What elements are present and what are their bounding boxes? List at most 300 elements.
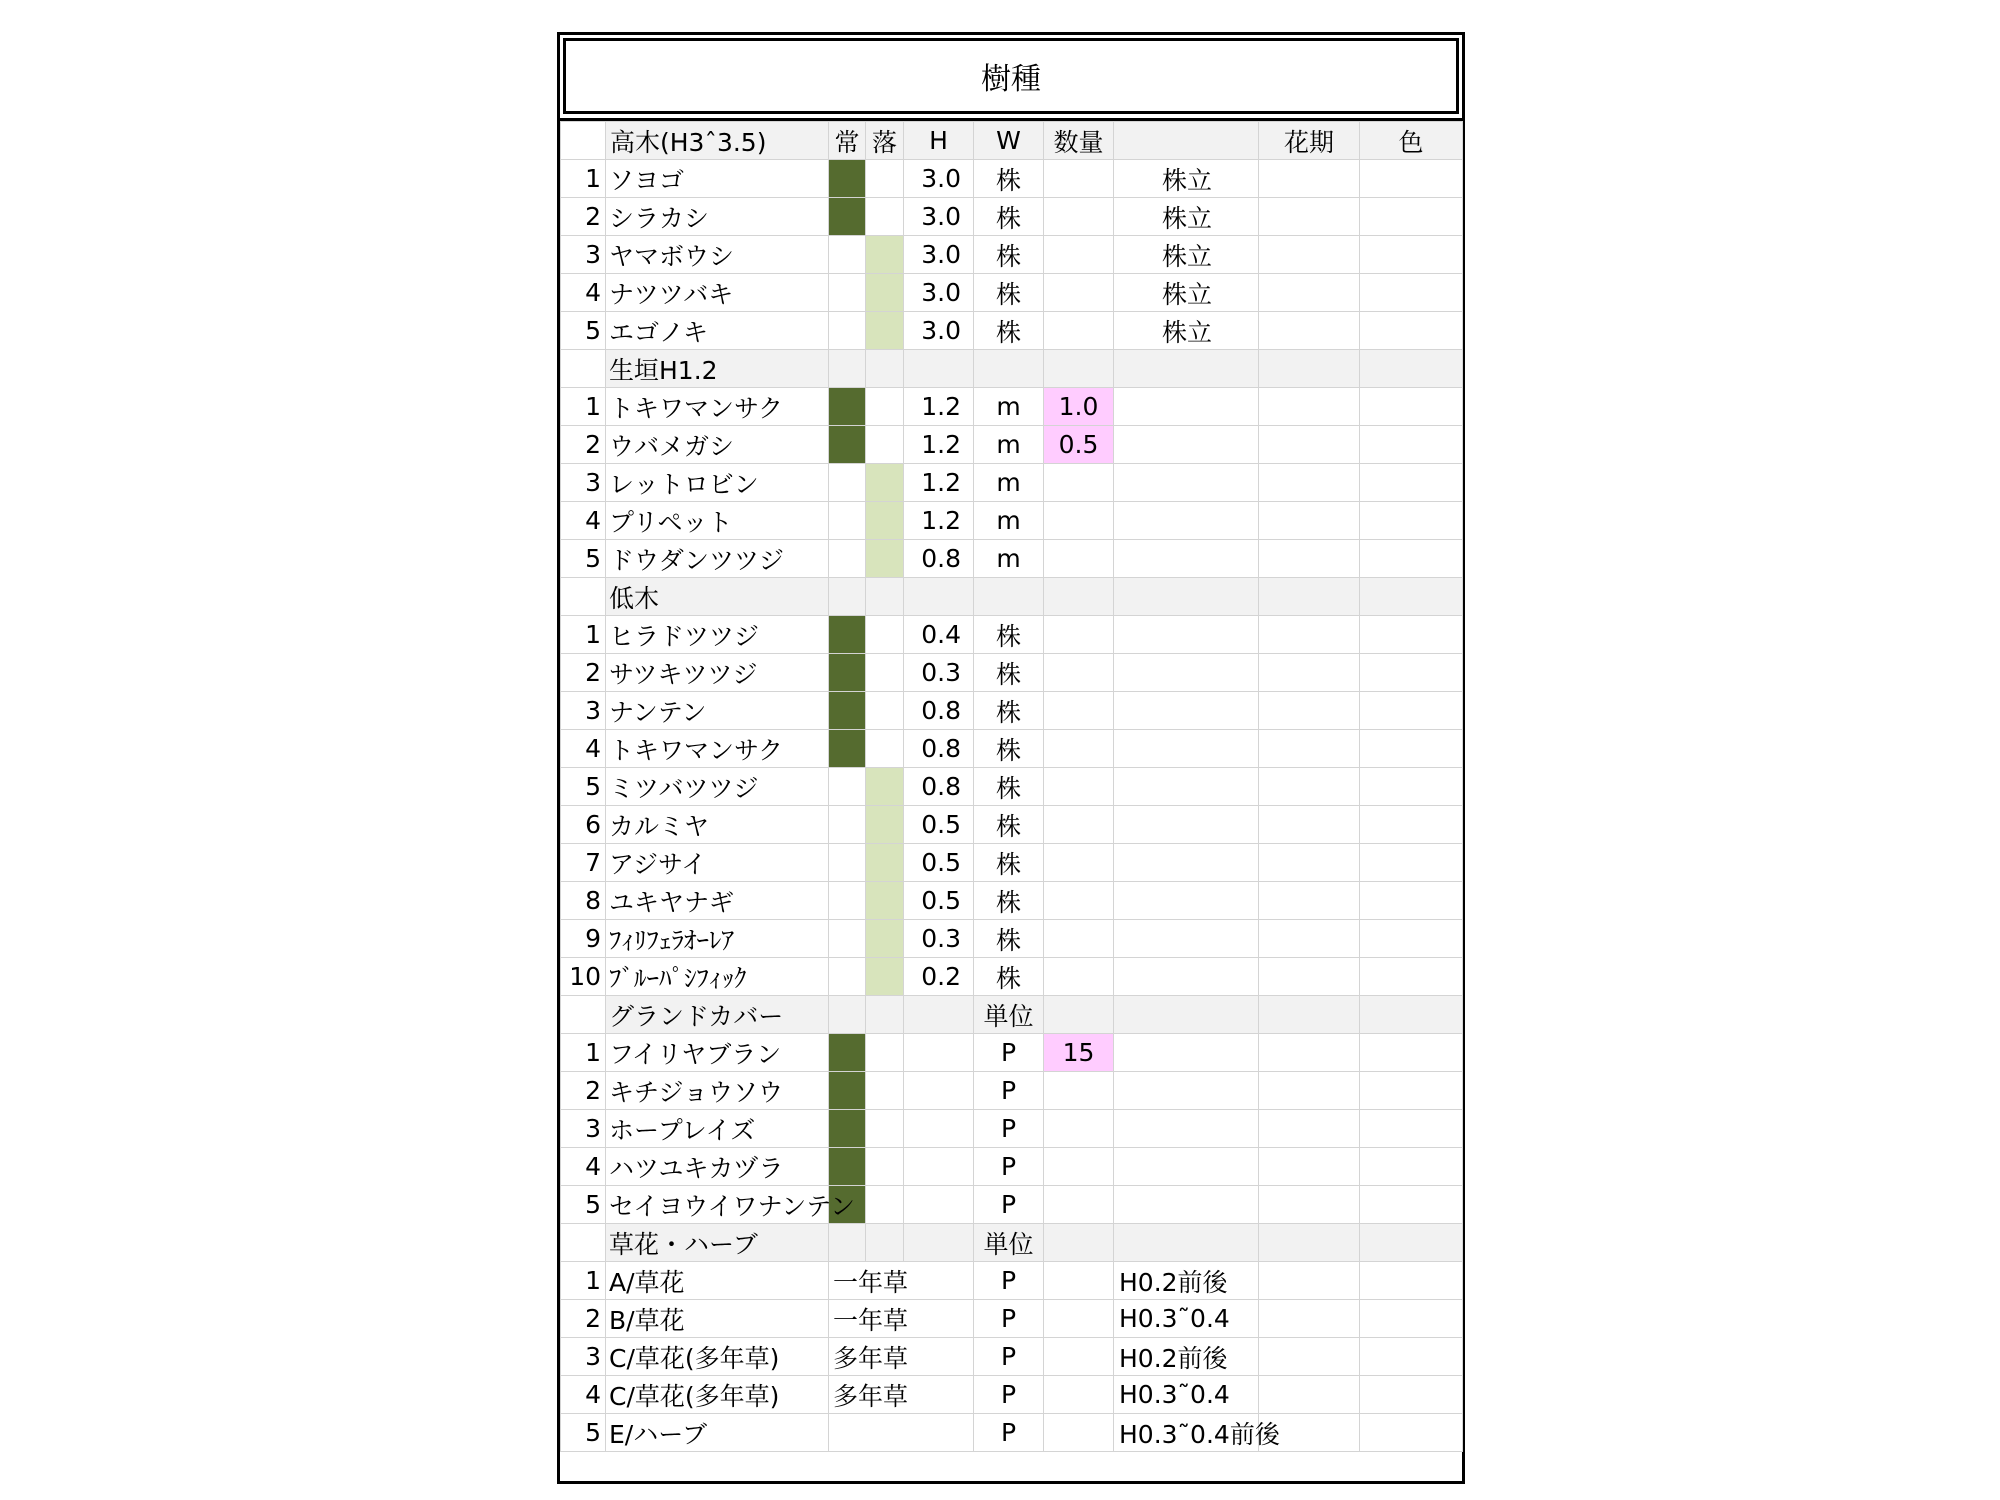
note-value[interactable] <box>1114 882 1259 920</box>
color-value[interactable] <box>1360 768 1463 806</box>
width-unit[interactable]: P <box>974 1148 1044 1186</box>
quantity-value[interactable] <box>1044 730 1114 768</box>
quantity-value[interactable] <box>1044 692 1114 730</box>
bloom-value[interactable] <box>1259 958 1360 996</box>
height-value[interactable]: 0.3 <box>904 920 974 958</box>
evergreen-mark[interactable] <box>829 806 866 844</box>
width-unit[interactable]: 株 <box>974 844 1044 882</box>
section-bloom-cell <box>1259 578 1360 616</box>
width-unit[interactable]: m <box>974 540 1044 578</box>
row-number: 1 <box>561 616 606 654</box>
table-row <box>561 1072 1463 1110</box>
bloom-value[interactable] <box>1259 692 1360 730</box>
color-value[interactable] <box>1360 616 1463 654</box>
color-value[interactable] <box>1360 198 1463 236</box>
plant-name[interactable] <box>606 654 829 692</box>
plant-name[interactable] <box>606 160 829 198</box>
header-deciduous: 落 <box>866 122 904 160</box>
deciduous-mark[interactable] <box>866 1186 904 1224</box>
color-value[interactable] <box>1360 654 1463 692</box>
height-value[interactable]: 0.2 <box>904 958 974 996</box>
note-value[interactable] <box>1114 540 1259 578</box>
height-value[interactable]: 3.0 <box>904 198 974 236</box>
height-value[interactable]: 0.8 <box>904 768 974 806</box>
plant-name[interactable] <box>606 768 829 806</box>
color-value[interactable] <box>1360 882 1463 920</box>
color-value[interactable] <box>1360 1376 1463 1414</box>
note-value[interactable]: H0.2前後 <box>1114 1338 1259 1376</box>
quantity-value[interactable] <box>1044 1262 1114 1300</box>
bloom-value[interactable] <box>1259 1338 1360 1376</box>
quantity-value[interactable] <box>1044 1376 1114 1414</box>
plant-name[interactable] <box>606 388 829 426</box>
deciduous-mark[interactable] <box>866 654 904 692</box>
deciduous-mark[interactable] <box>866 426 904 464</box>
deciduous-mark[interactable] <box>866 616 904 654</box>
section-name: 低木 <box>606 578 829 616</box>
plant-name[interactable] <box>606 274 829 312</box>
width-unit[interactable]: 株 <box>974 920 1044 958</box>
evergreen-mark[interactable] <box>829 426 866 464</box>
quantity-value[interactable] <box>1044 464 1114 502</box>
section-color-cell <box>1360 578 1463 616</box>
quantity-value[interactable] <box>1044 540 1114 578</box>
plant-type[interactable]: 一年草 <box>829 1262 974 1300</box>
color-value[interactable] <box>1360 1300 1463 1338</box>
color-value[interactable] <box>1360 388 1463 426</box>
color-value[interactable] <box>1360 1110 1463 1148</box>
evergreen-mark[interactable] <box>829 768 866 806</box>
section-header-row <box>561 350 1463 388</box>
section-header-row <box>561 1224 1463 1262</box>
bloom-value[interactable] <box>1259 388 1360 426</box>
deciduous-mark[interactable] <box>866 502 904 540</box>
bloom-value[interactable] <box>1259 274 1360 312</box>
width-unit[interactable]: P <box>974 1034 1044 1072</box>
quantity-value[interactable] <box>1044 1186 1114 1224</box>
deciduous-mark[interactable] <box>866 464 904 502</box>
width-unit[interactable]: m <box>974 388 1044 426</box>
height-value[interactable]: 1.2 <box>904 388 974 426</box>
deciduous-mark[interactable] <box>866 160 904 198</box>
quantity-value[interactable] <box>1044 1338 1114 1376</box>
color-value[interactable] <box>1360 426 1463 464</box>
plant-name[interactable] <box>606 312 829 350</box>
plant-name[interactable] <box>606 920 829 958</box>
note-value[interactable] <box>1114 1148 1259 1186</box>
row-number: 1 <box>561 160 606 198</box>
bloom-value[interactable] <box>1259 806 1360 844</box>
bloom-value[interactable] <box>1259 654 1360 692</box>
evergreen-mark[interactable] <box>829 1148 866 1186</box>
bloom-value[interactable] <box>1259 1034 1360 1072</box>
quantity-value[interactable]: 0.5 <box>1044 426 1114 464</box>
quantity-value[interactable] <box>1044 654 1114 692</box>
bloom-value[interactable] <box>1259 768 1360 806</box>
note-value[interactable] <box>1114 426 1259 464</box>
note-value[interactable]: H0.3˜0.4 <box>1114 1376 1259 1414</box>
color-value[interactable] <box>1360 464 1463 502</box>
width-unit[interactable]: 株 <box>974 958 1044 996</box>
width-unit[interactable]: 株 <box>974 882 1044 920</box>
quantity-value[interactable] <box>1044 502 1114 540</box>
height-value[interactable] <box>904 1034 974 1072</box>
plant-name[interactable] <box>606 540 829 578</box>
plant-name[interactable] <box>606 1376 829 1414</box>
height-value[interactable] <box>904 1072 974 1110</box>
header-evergreen: 常 <box>829 122 866 160</box>
deciduous-mark[interactable] <box>866 958 904 996</box>
plant-name[interactable] <box>606 806 829 844</box>
plant-name[interactable] <box>606 1034 829 1072</box>
quantity-value[interactable] <box>1044 806 1114 844</box>
evergreen-mark[interactable] <box>829 958 866 996</box>
height-value[interactable] <box>904 1148 974 1186</box>
plant-name[interactable] <box>606 882 829 920</box>
width-unit[interactable]: 株 <box>974 236 1044 274</box>
evergreen-mark[interactable] <box>829 1072 866 1110</box>
bloom-value[interactable] <box>1259 1186 1360 1224</box>
height-value[interactable]: 0.4 <box>904 616 974 654</box>
table-row <box>561 1110 1463 1148</box>
bloom-value[interactable] <box>1259 236 1360 274</box>
plant-type[interactable]: 多年草 <box>829 1376 974 1414</box>
plant-name[interactable] <box>606 1262 829 1300</box>
plant-name-text: B/草花 <box>609 1305 685 1335</box>
deciduous-mark[interactable] <box>866 806 904 844</box>
bloom-value[interactable] <box>1259 198 1360 236</box>
color-value[interactable] <box>1360 1338 1463 1376</box>
deciduous-mark[interactable] <box>866 920 904 958</box>
table-row <box>561 1262 1463 1300</box>
height-value[interactable]: 3.0 <box>904 160 974 198</box>
plant-name[interactable] <box>606 198 829 236</box>
color-value[interactable] <box>1360 1262 1463 1300</box>
bloom-value[interactable] <box>1259 730 1360 768</box>
width-unit[interactable]: P <box>974 1338 1044 1376</box>
plant-name[interactable] <box>606 1338 829 1376</box>
color-value[interactable] <box>1360 236 1463 274</box>
width-unit[interactable]: P <box>974 1414 1044 1452</box>
bloom-value[interactable] <box>1259 426 1360 464</box>
height-value[interactable]: 0.5 <box>904 806 974 844</box>
plant-name-text: トキワマンサク <box>609 393 784 423</box>
bloom-value[interactable] <box>1259 1148 1360 1186</box>
plant-name[interactable] <box>606 616 829 654</box>
width-unit[interactable]: P <box>974 1072 1044 1110</box>
section-no-cell <box>561 1224 606 1262</box>
note-value[interactable]: 株立 <box>1114 274 1259 312</box>
plant-name[interactable] <box>606 1186 856 1224</box>
evergreen-mark[interactable] <box>829 730 866 768</box>
note-value[interactable] <box>1114 730 1259 768</box>
quantity-value[interactable] <box>1044 274 1114 312</box>
note-value[interactable]: 株立 <box>1114 236 1259 274</box>
bloom-value[interactable] <box>1259 312 1360 350</box>
note-value[interactable] <box>1114 654 1259 692</box>
plant-name[interactable] <box>606 730 829 768</box>
height-value[interactable]: 3.0 <box>904 236 974 274</box>
note-value[interactable]: 株立 <box>1114 198 1259 236</box>
width-unit[interactable]: P <box>974 1262 1044 1300</box>
note-value[interactable] <box>1114 1072 1259 1110</box>
plant-name-text: ミツバツツジ <box>609 773 759 803</box>
plant-type[interactable]: 一年草 <box>829 1300 974 1338</box>
quantity-value[interactable] <box>1044 1414 1114 1452</box>
section-header-row <box>561 996 1463 1034</box>
bloom-value[interactable] <box>1259 1376 1360 1414</box>
evergreen-mark[interactable] <box>829 464 866 502</box>
plant-name[interactable] <box>606 426 829 464</box>
deciduous-mark[interactable] <box>866 1034 904 1072</box>
color-value[interactable] <box>1360 1034 1463 1072</box>
height-value[interactable]: 3.0 <box>904 312 974 350</box>
height-value[interactable]: 0.8 <box>904 692 974 730</box>
plant-name-text: ナツツバキ <box>609 279 734 309</box>
evergreen-mark[interactable] <box>829 388 866 426</box>
color-value[interactable] <box>1360 1072 1463 1110</box>
bloom-value[interactable] <box>1259 616 1360 654</box>
evergreen-mark[interactable] <box>829 274 866 312</box>
row-number: 2 <box>561 1300 606 1338</box>
note-value[interactable] <box>1114 958 1259 996</box>
width-unit[interactable]: P <box>974 1186 1044 1224</box>
quantity-value[interactable] <box>1044 768 1114 806</box>
evergreen-mark[interactable] <box>829 692 866 730</box>
evergreen-mark[interactable] <box>829 312 866 350</box>
plant-name[interactable] <box>606 236 829 274</box>
section-unit <box>974 350 1044 388</box>
deciduous-mark[interactable] <box>866 768 904 806</box>
width-unit[interactable]: 株 <box>974 806 1044 844</box>
header-row <box>561 122 1463 160</box>
width-unit[interactable]: 株 <box>974 160 1044 198</box>
note-value[interactable] <box>1114 768 1259 806</box>
quantity-value[interactable] <box>1044 1148 1114 1186</box>
color-value[interactable] <box>1360 920 1463 958</box>
plant-name[interactable] <box>606 1300 829 1338</box>
color-value[interactable] <box>1360 502 1463 540</box>
width-unit[interactable]: 株 <box>974 692 1044 730</box>
note-value[interactable]: H0.3˜0.4前後 <box>1114 1414 1259 1452</box>
evergreen-mark[interactable] <box>829 654 866 692</box>
quantity-value[interactable] <box>1044 1110 1114 1148</box>
deciduous-mark[interactable] <box>866 1110 904 1148</box>
deciduous-mark[interactable] <box>866 236 904 274</box>
section-unit <box>974 578 1044 616</box>
color-value[interactable] <box>1360 806 1463 844</box>
quantity-value[interactable]: 15 <box>1044 1034 1114 1072</box>
quantity-value[interactable] <box>1044 1072 1114 1110</box>
width-unit[interactable]: 株 <box>974 654 1044 692</box>
evergreen-mark[interactable] <box>829 198 866 236</box>
color-value[interactable] <box>1360 540 1463 578</box>
section-name: 草花・ハーブ <box>606 1224 829 1262</box>
height-value[interactable]: 0.5 <box>904 844 974 882</box>
width-unit[interactable]: P <box>974 1110 1044 1148</box>
note-value[interactable]: 株立 <box>1114 160 1259 198</box>
quantity-value[interactable] <box>1044 844 1114 882</box>
width-unit[interactable]: 株 <box>974 768 1044 806</box>
section-bloom-cell <box>1259 350 1360 388</box>
width-unit[interactable]: P <box>974 1300 1044 1338</box>
note-value[interactable]: 株立 <box>1114 312 1259 350</box>
plant-name[interactable] <box>606 1414 829 1452</box>
plant-type[interactable]: 多年草 <box>829 1338 974 1376</box>
bloom-value[interactable] <box>1259 1110 1360 1148</box>
section-h-cell <box>904 996 974 1034</box>
quantity-value[interactable] <box>1044 616 1114 654</box>
deciduous-mark[interactable] <box>866 198 904 236</box>
bloom-value[interactable] <box>1259 540 1360 578</box>
note-value[interactable] <box>1114 806 1259 844</box>
plant-name[interactable] <box>606 1148 829 1186</box>
color-value[interactable] <box>1360 274 1463 312</box>
bloom-value[interactable] <box>1259 1300 1360 1338</box>
plant-name[interactable] <box>606 844 829 882</box>
note-value[interactable] <box>1114 1186 1259 1224</box>
height-value[interactable]: 0.8 <box>904 540 974 578</box>
deciduous-mark[interactable] <box>866 1072 904 1110</box>
width-unit[interactable]: m <box>974 464 1044 502</box>
row-number: 9 <box>561 920 606 958</box>
section-note-cell <box>1114 1224 1259 1262</box>
quantity-value[interactable] <box>1044 312 1114 350</box>
quantity-value[interactable] <box>1044 1300 1114 1338</box>
width-unit[interactable]: 株 <box>974 730 1044 768</box>
evergreen-mark[interactable] <box>829 540 866 578</box>
height-value[interactable]: 1.2 <box>904 426 974 464</box>
bloom-value[interactable] <box>1259 920 1360 958</box>
note-value[interactable] <box>1114 844 1259 882</box>
color-value[interactable] <box>1360 312 1463 350</box>
section-h-cell <box>904 350 974 388</box>
bloom-value[interactable] <box>1259 882 1360 920</box>
note-value[interactable] <box>1114 388 1259 426</box>
note-value[interactable] <box>1114 692 1259 730</box>
note-value[interactable]: H0.2前後 <box>1114 1262 1259 1300</box>
note-value[interactable] <box>1114 1034 1259 1072</box>
color-value[interactable] <box>1360 1148 1463 1186</box>
section-note-cell <box>1114 996 1259 1034</box>
color-value[interactable] <box>1360 1186 1463 1224</box>
quantity-value[interactable]: 1.0 <box>1044 388 1114 426</box>
color-value[interactable] <box>1360 1414 1463 1452</box>
plant-name[interactable] <box>606 958 829 996</box>
deciduous-mark[interactable] <box>866 844 904 882</box>
width-unit[interactable]: P <box>974 1376 1044 1414</box>
bloom-value[interactable] <box>1259 844 1360 882</box>
deciduous-mark[interactable] <box>866 274 904 312</box>
note-value[interactable] <box>1114 464 1259 502</box>
plant-name[interactable] <box>606 1110 829 1148</box>
color-value[interactable] <box>1360 730 1463 768</box>
width-unit[interactable]: 株 <box>974 274 1044 312</box>
height-value[interactable]: 1.2 <box>904 502 974 540</box>
row-number: 4 <box>561 1376 606 1414</box>
bloom-value[interactable] <box>1259 502 1360 540</box>
bloom-value[interactable] <box>1259 464 1360 502</box>
evergreen-mark[interactable] <box>829 160 866 198</box>
color-value[interactable] <box>1360 844 1463 882</box>
quantity-value[interactable] <box>1044 160 1114 198</box>
evergreen-mark[interactable] <box>829 502 866 540</box>
width-unit[interactable]: m <box>974 426 1044 464</box>
header-note <box>1114 122 1259 160</box>
plant-name[interactable] <box>606 1072 829 1110</box>
bloom-value[interactable] <box>1259 1262 1360 1300</box>
plant-type[interactable] <box>829 1414 974 1452</box>
quantity-value[interactable] <box>1044 236 1114 274</box>
row-number: 2 <box>561 426 606 464</box>
deciduous-mark[interactable] <box>866 1148 904 1186</box>
plant-name[interactable] <box>606 464 829 502</box>
quantity-value[interactable] <box>1044 198 1114 236</box>
plant-name-text: フイリヤブラン <box>609 1039 782 1069</box>
bloom-value[interactable] <box>1259 1072 1360 1110</box>
plant-name[interactable] <box>606 692 829 730</box>
color-value[interactable] <box>1360 160 1463 198</box>
width-unit[interactable]: m <box>974 502 1044 540</box>
width-unit[interactable]: 株 <box>974 198 1044 236</box>
deciduous-mark[interactable] <box>866 692 904 730</box>
table-row <box>561 540 1463 578</box>
note-value[interactable] <box>1114 920 1259 958</box>
evergreen-mark[interactable] <box>829 882 866 920</box>
note-value[interactable] <box>1114 1110 1259 1148</box>
note-value[interactable] <box>1114 502 1259 540</box>
evergreen-mark[interactable] <box>829 616 866 654</box>
deciduous-mark[interactable] <box>866 730 904 768</box>
deciduous-mark[interactable] <box>866 540 904 578</box>
color-value[interactable] <box>1360 692 1463 730</box>
section-qty-cell <box>1044 996 1114 1034</box>
height-value[interactable]: 0.3 <box>904 654 974 692</box>
note-value[interactable]: H0.3˜0.4 <box>1114 1300 1259 1338</box>
section-color-cell <box>1360 1224 1463 1262</box>
bloom-value[interactable] <box>1259 160 1360 198</box>
deciduous-mark[interactable] <box>866 882 904 920</box>
height-value[interactable] <box>904 1186 974 1224</box>
row-number: 3 <box>561 1110 606 1148</box>
row-number: 5 <box>561 1186 606 1224</box>
color-value[interactable] <box>1360 958 1463 996</box>
section-h-cell <box>904 578 974 616</box>
height-value[interactable]: 0.5 <box>904 882 974 920</box>
evergreen-mark[interactable] <box>829 1034 866 1072</box>
quantity-value[interactable] <box>1044 920 1114 958</box>
height-value[interactable]: 1.2 <box>904 464 974 502</box>
deciduous-mark[interactable] <box>866 312 904 350</box>
evergreen-mark[interactable] <box>829 1110 866 1148</box>
height-value[interactable]: 3.0 <box>904 274 974 312</box>
plant-name-text: アジサイ <box>609 849 707 879</box>
evergreen-mark[interactable] <box>829 920 866 958</box>
height-value[interactable]: 0.8 <box>904 730 974 768</box>
plant-name[interactable] <box>606 502 829 540</box>
evergreen-mark[interactable] <box>829 844 866 882</box>
quantity-value[interactable] <box>1044 882 1114 920</box>
row-number: 2 <box>561 1072 606 1110</box>
quantity-value[interactable] <box>1044 958 1114 996</box>
evergreen-mark[interactable] <box>829 236 866 274</box>
note-value[interactable] <box>1114 616 1259 654</box>
deciduous-mark[interactable] <box>866 388 904 426</box>
section-bloom-cell <box>1259 996 1360 1034</box>
width-unit[interactable]: 株 <box>974 616 1044 654</box>
width-unit[interactable]: 株 <box>974 312 1044 350</box>
height-value[interactable] <box>904 1110 974 1148</box>
